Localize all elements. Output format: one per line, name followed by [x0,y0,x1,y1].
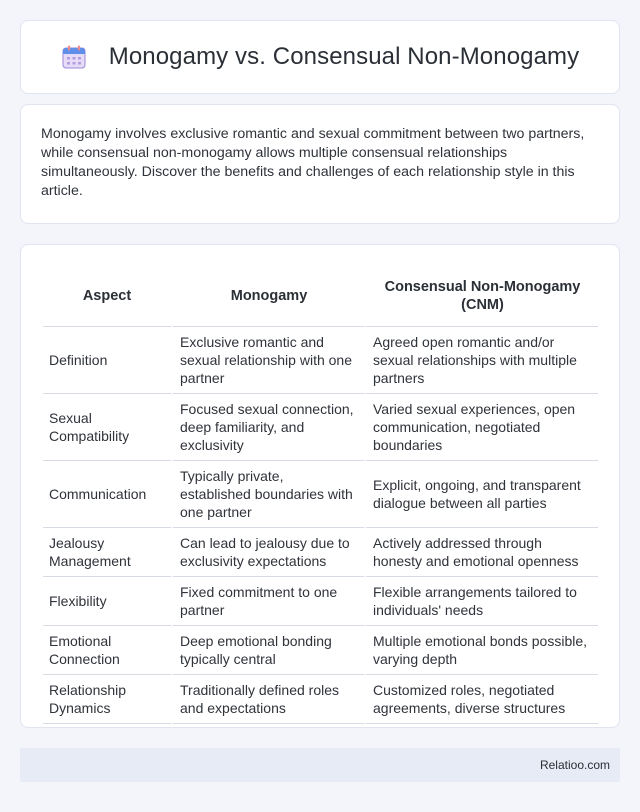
table-card [20,244,620,728]
cnm-cell: Actively addressed through honesty and emotional openness [364,528,598,577]
table-row [43,528,598,577]
monogamy-cell: Can lead to jealousy due to exclusivity expectations [171,528,364,577]
cnm-cell: Flexible arrangements tailored to individuals' needs [364,577,598,626]
aspect-cell: Relationship Dynamics [43,675,171,724]
table-header-row [43,265,598,327]
table-row [43,577,598,626]
title-card [20,20,620,94]
comparison-table [43,265,598,724]
table-row [43,394,598,461]
aspect-cell: Sexual Compatibility [43,394,171,461]
table-row [43,675,598,724]
aspect-cell: Emotional Connection [43,626,171,675]
cnm-cell: Explicit, ongoing, and transparent dialogue between all parties [364,461,598,528]
table-row [43,461,598,528]
monogamy-cell: Exclusive romantic and sexual relationship with one partner [171,327,364,394]
column-header: Monogamy [171,265,364,327]
column-header: Consensual Non-Monogamy (CNM) [364,265,598,327]
calendar-icon [61,44,87,70]
monogamy-cell: Focused sexual connection, deep familiarity, and exclusivity [171,394,364,461]
intro-text: Monogamy involves exclusive romantic and sexual commitment between two partners, while consensual non-monogamy allows multiple consensual relationships simultaneously. Discover the benefits and challenges of each relationship style in this article. [41,126,585,199]
footer [20,748,620,782]
table-row [43,327,598,394]
intro-card [20,104,620,224]
monogamy-cell: Typically private, established boundaries with one partner [171,461,364,528]
aspect-cell: Jealousy Management [43,528,171,577]
cnm-cell: Multiple emotional bonds possible, varying depth [364,626,598,675]
aspect-cell: Flexibility [43,577,171,626]
cnm-cell: Varied sexual experiences, open communication, negotiated boundaries [364,394,598,461]
aspect-cell: Communication [43,461,171,528]
cnm-cell: Customized roles, negotiated agreements, diverse structures [364,675,598,724]
page-title: Monogamy vs. Consensual Non-Monogamy [108,43,580,70]
monogamy-cell: Fixed commitment to one partner [171,577,364,626]
column-header: Aspect [43,265,171,327]
cnm-cell: Agreed open romantic and/or sexual relationships with multiple partners [364,327,598,394]
footer-brand: Relatioo.com [539,758,610,772]
table-row [43,626,598,675]
aspect-cell: Definition [43,327,171,394]
monogamy-cell: Traditionally defined roles and expectations [171,675,364,724]
monogamy-cell: Deep emotional bonding typically central [171,626,364,675]
